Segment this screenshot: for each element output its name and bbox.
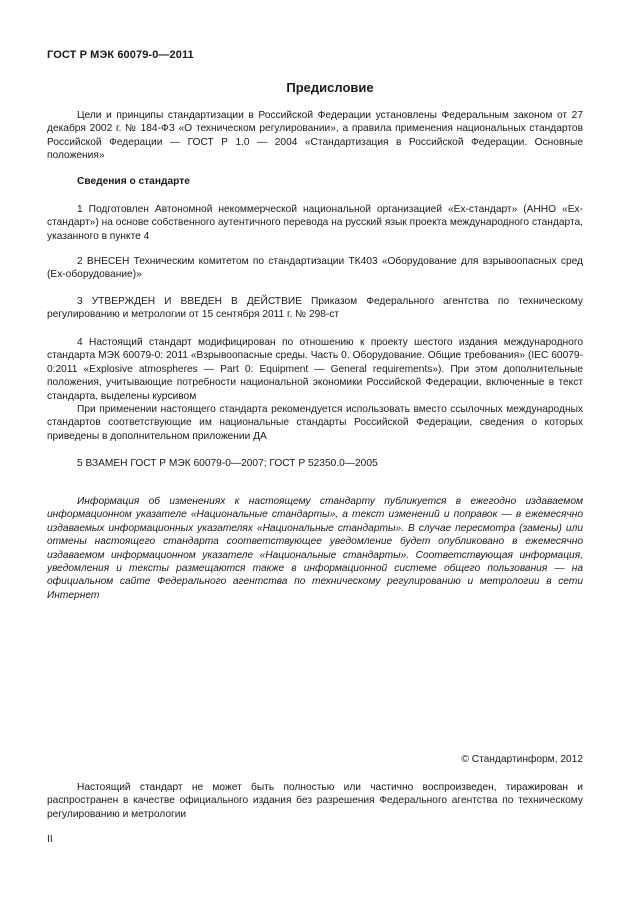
reproduction-block — [47, 781, 583, 821]
standard-code-header: ГОСТ Р МЭК 60079-0—2011 — [47, 49, 194, 61]
page-title — [0, 80, 630, 95]
item-2: 2 ВНЕСЕН Техническим комитетом по стандартизации ТК403 «Оборудование для взрывоопасных сред (Ex-оборудование)» — [47, 256, 583, 281]
copyright: © Стандартинформ, 2012 — [461, 754, 583, 765]
item-2-block — [47, 255, 583, 282]
intro-paragraph: Цели и принципы стандартизации в Российской Федерации установлены Федеральным законом от 27 декабря 2002 г. № 184-ФЗ «О техническом регулировании», а правила применения национальных стандартов Российской Федерации — ГОСТ Р 1.0 — 2004 «Стандартизация в Российской Федерации. Основные положения» — [47, 110, 583, 162]
notice-block — [47, 495, 583, 602]
item-5-block — [47, 457, 583, 470]
item-4: 4 Настоящий стандарт модифицирован по отношению к проекту шестого издания международного стандарта МЭК 60079-0: 2011 «Взрывоопасные среды. Часть 0. Оборудование. Общие требования» (IEC 60079-0:2011 «Explosive atmospheres — Part 0: Equipment — General requirements»). При этом дополнительные положения, учитывающие потребности национальной экономики Российской Федерации, включенные в текст стандарта, выделены курсивом — [47, 337, 583, 402]
page-number: II — [47, 834, 53, 845]
info-heading: Сведения о стандарте — [77, 176, 190, 187]
page-title-text: Предисловие — [286, 80, 374, 95]
item-1: 1 Подготовлен Автономной некоммерческой национальной организацией «Ех-стандарт» (АННО «Ех-стандарт») на основе собственного аутентичного перевода на русский язык проекта международного стандарта, указанного в пункте 4 — [47, 204, 583, 242]
item-4-note: При применении настоящего стандарта рекомендуется использовать вместо ссылочных международных стандартов соответствующие им национальные стандарты Российской Федерации, сведения о которых приведены в дополнительном приложении ДА — [47, 404, 583, 442]
item-1-block — [47, 203, 583, 243]
notice-paragraph: Информация об изменениях к настоящему стандарту публикуется в ежегодно издаваемом информационном указателе «Национальные стандарты», а текст изменений и поправок — в ежемесячно издаваемых информационных указателях «Национальные стандарты». В случае пересмотра (замены) или отмены настоящего стандарта соответствующее уведомление будет опубликовано в ежемесячно издаваемом информационном указателе «Национальные стандарты». Соответствующая информация, уведомления и тексты размещаются также в информационной системе общего пользования — на официальном сайте Федерального агентства по техническому регулированию и метрологии в сети Интернет — [47, 496, 583, 601]
intro-block — [47, 109, 583, 163]
item-3: 3 УТВЕРЖДЕН И ВВЕДЕН В ДЕЙСТВИЕ Приказом Федерального агентства по техническому регулированию и метрологии от 15 сентября 2011 г. № 298-ст — [47, 296, 583, 321]
reproduction-paragraph: Настоящий стандарт не может быть полностью или частично воспроизведен, тиражирован и распространен в качестве официального издания без разрешения Федерального агентства по техническому регулированию и метрологии — [47, 782, 583, 820]
item-3-block — [47, 295, 583, 322]
item-5: 5 ВЗАМЕН ГОСТ Р МЭК 60079-0—2007; ГОСТ Р 52350.0—2005 — [77, 458, 378, 469]
item-4-block — [47, 336, 583, 443]
